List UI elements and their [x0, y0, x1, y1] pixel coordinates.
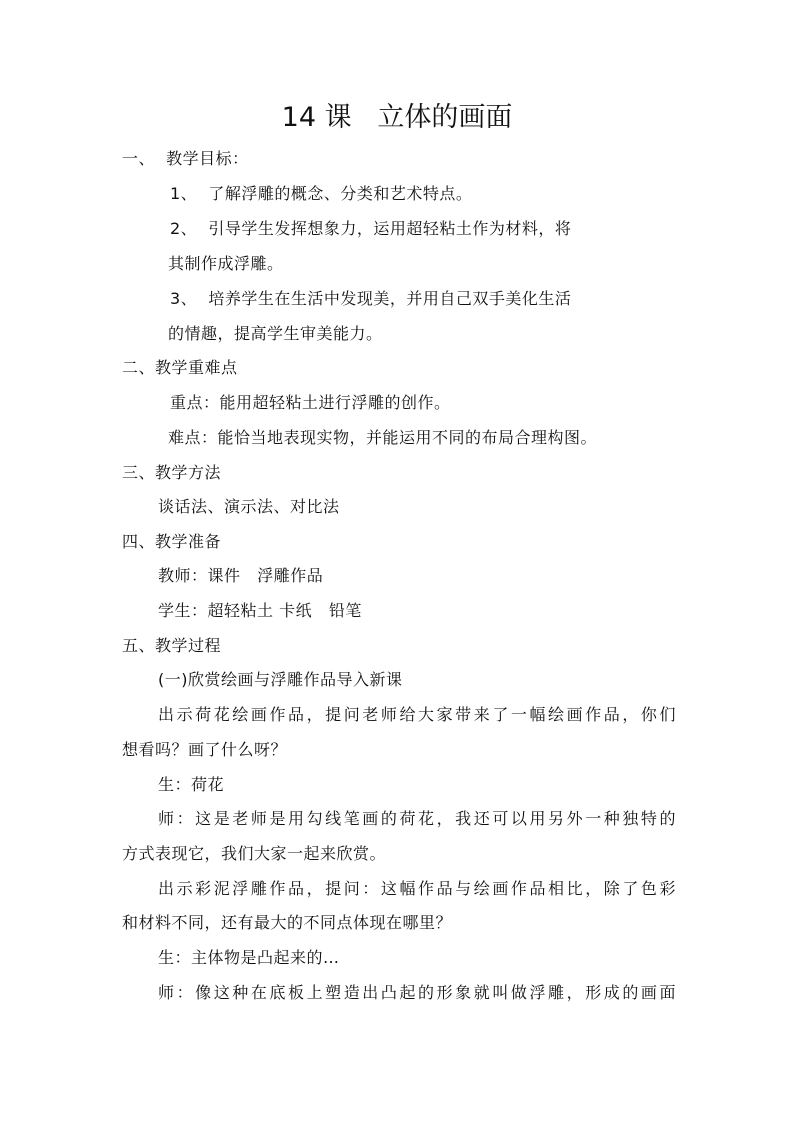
objective-2-continued: 其制作成浮雕。 — [168, 254, 284, 273]
heading-methods: 三、教学方法 — [122, 463, 222, 482]
objective-2: 2、 引导学生发挥想象力，运用超轻粘土作为材料，将 — [170, 219, 572, 238]
subheading-intro: (一)欣赏绘画与浮雕作品导入新课 — [158, 670, 403, 689]
lesson-title: 14 课 立体的画面 — [281, 102, 513, 133]
student-preparation: 学生：超轻粘土 卡纸 铅笔 — [158, 601, 362, 620]
objective-3: 3、 培养学生在生活中发现美，并用自己双手美化生活 — [170, 289, 572, 308]
paragraph-2-line-1: 师：这是老师是用勾线笔画的荷花，我还可以用另外一种独特的 — [158, 809, 676, 828]
objective-1: 1、 了解浮雕的概念、分类和艺术特点。 — [170, 184, 473, 203]
student-answer-2: 生：主体物是凸起来的… — [158, 948, 340, 967]
objective-3-continued: 的情趣，提高学生审美能力。 — [168, 324, 383, 343]
paragraph-3-line-1: 出示彩泥浮雕作品，提问：这幅作品与绘画作品相比，除了色彩 — [158, 879, 676, 898]
difficult-point: 难点：能恰当地表现实物，并能运用不同的布局合理构图。 — [168, 428, 598, 447]
paragraph-2-line-2: 方式表现它，我们大家一起来欣赏。 — [122, 844, 387, 863]
teacher-preparation: 教师：课件 浮雕作品 — [158, 566, 324, 585]
heading-objectives: 一、 教学目标： — [122, 149, 249, 168]
methods-text: 谈话法、演示法、对比法 — [158, 497, 340, 516]
paragraph-4-line-1: 师：像这种在底板上塑造出凸起的形象就叫做浮雕，形成的画面 — [158, 983, 676, 1002]
key-point: 重点：能用超轻粘土进行浮雕的创作。 — [170, 393, 451, 412]
heading-process: 五、教学过程 — [122, 636, 222, 655]
paragraph-1-line-1: 出示荷花绘画作品，提问老师给大家带来了一幅绘画作品，你们 — [158, 705, 676, 724]
paragraph-3-line-2: 和材料不同，还有最大的不同点体现在哪里？ — [122, 913, 453, 932]
heading-preparation: 四、教学准备 — [122, 532, 222, 551]
heading-key-points: 二、教学重难点 — [122, 358, 238, 377]
student-answer-1: 生：荷花 — [158, 775, 225, 794]
paragraph-1-line-2: 想看吗？画了什么呀？ — [122, 740, 288, 759]
